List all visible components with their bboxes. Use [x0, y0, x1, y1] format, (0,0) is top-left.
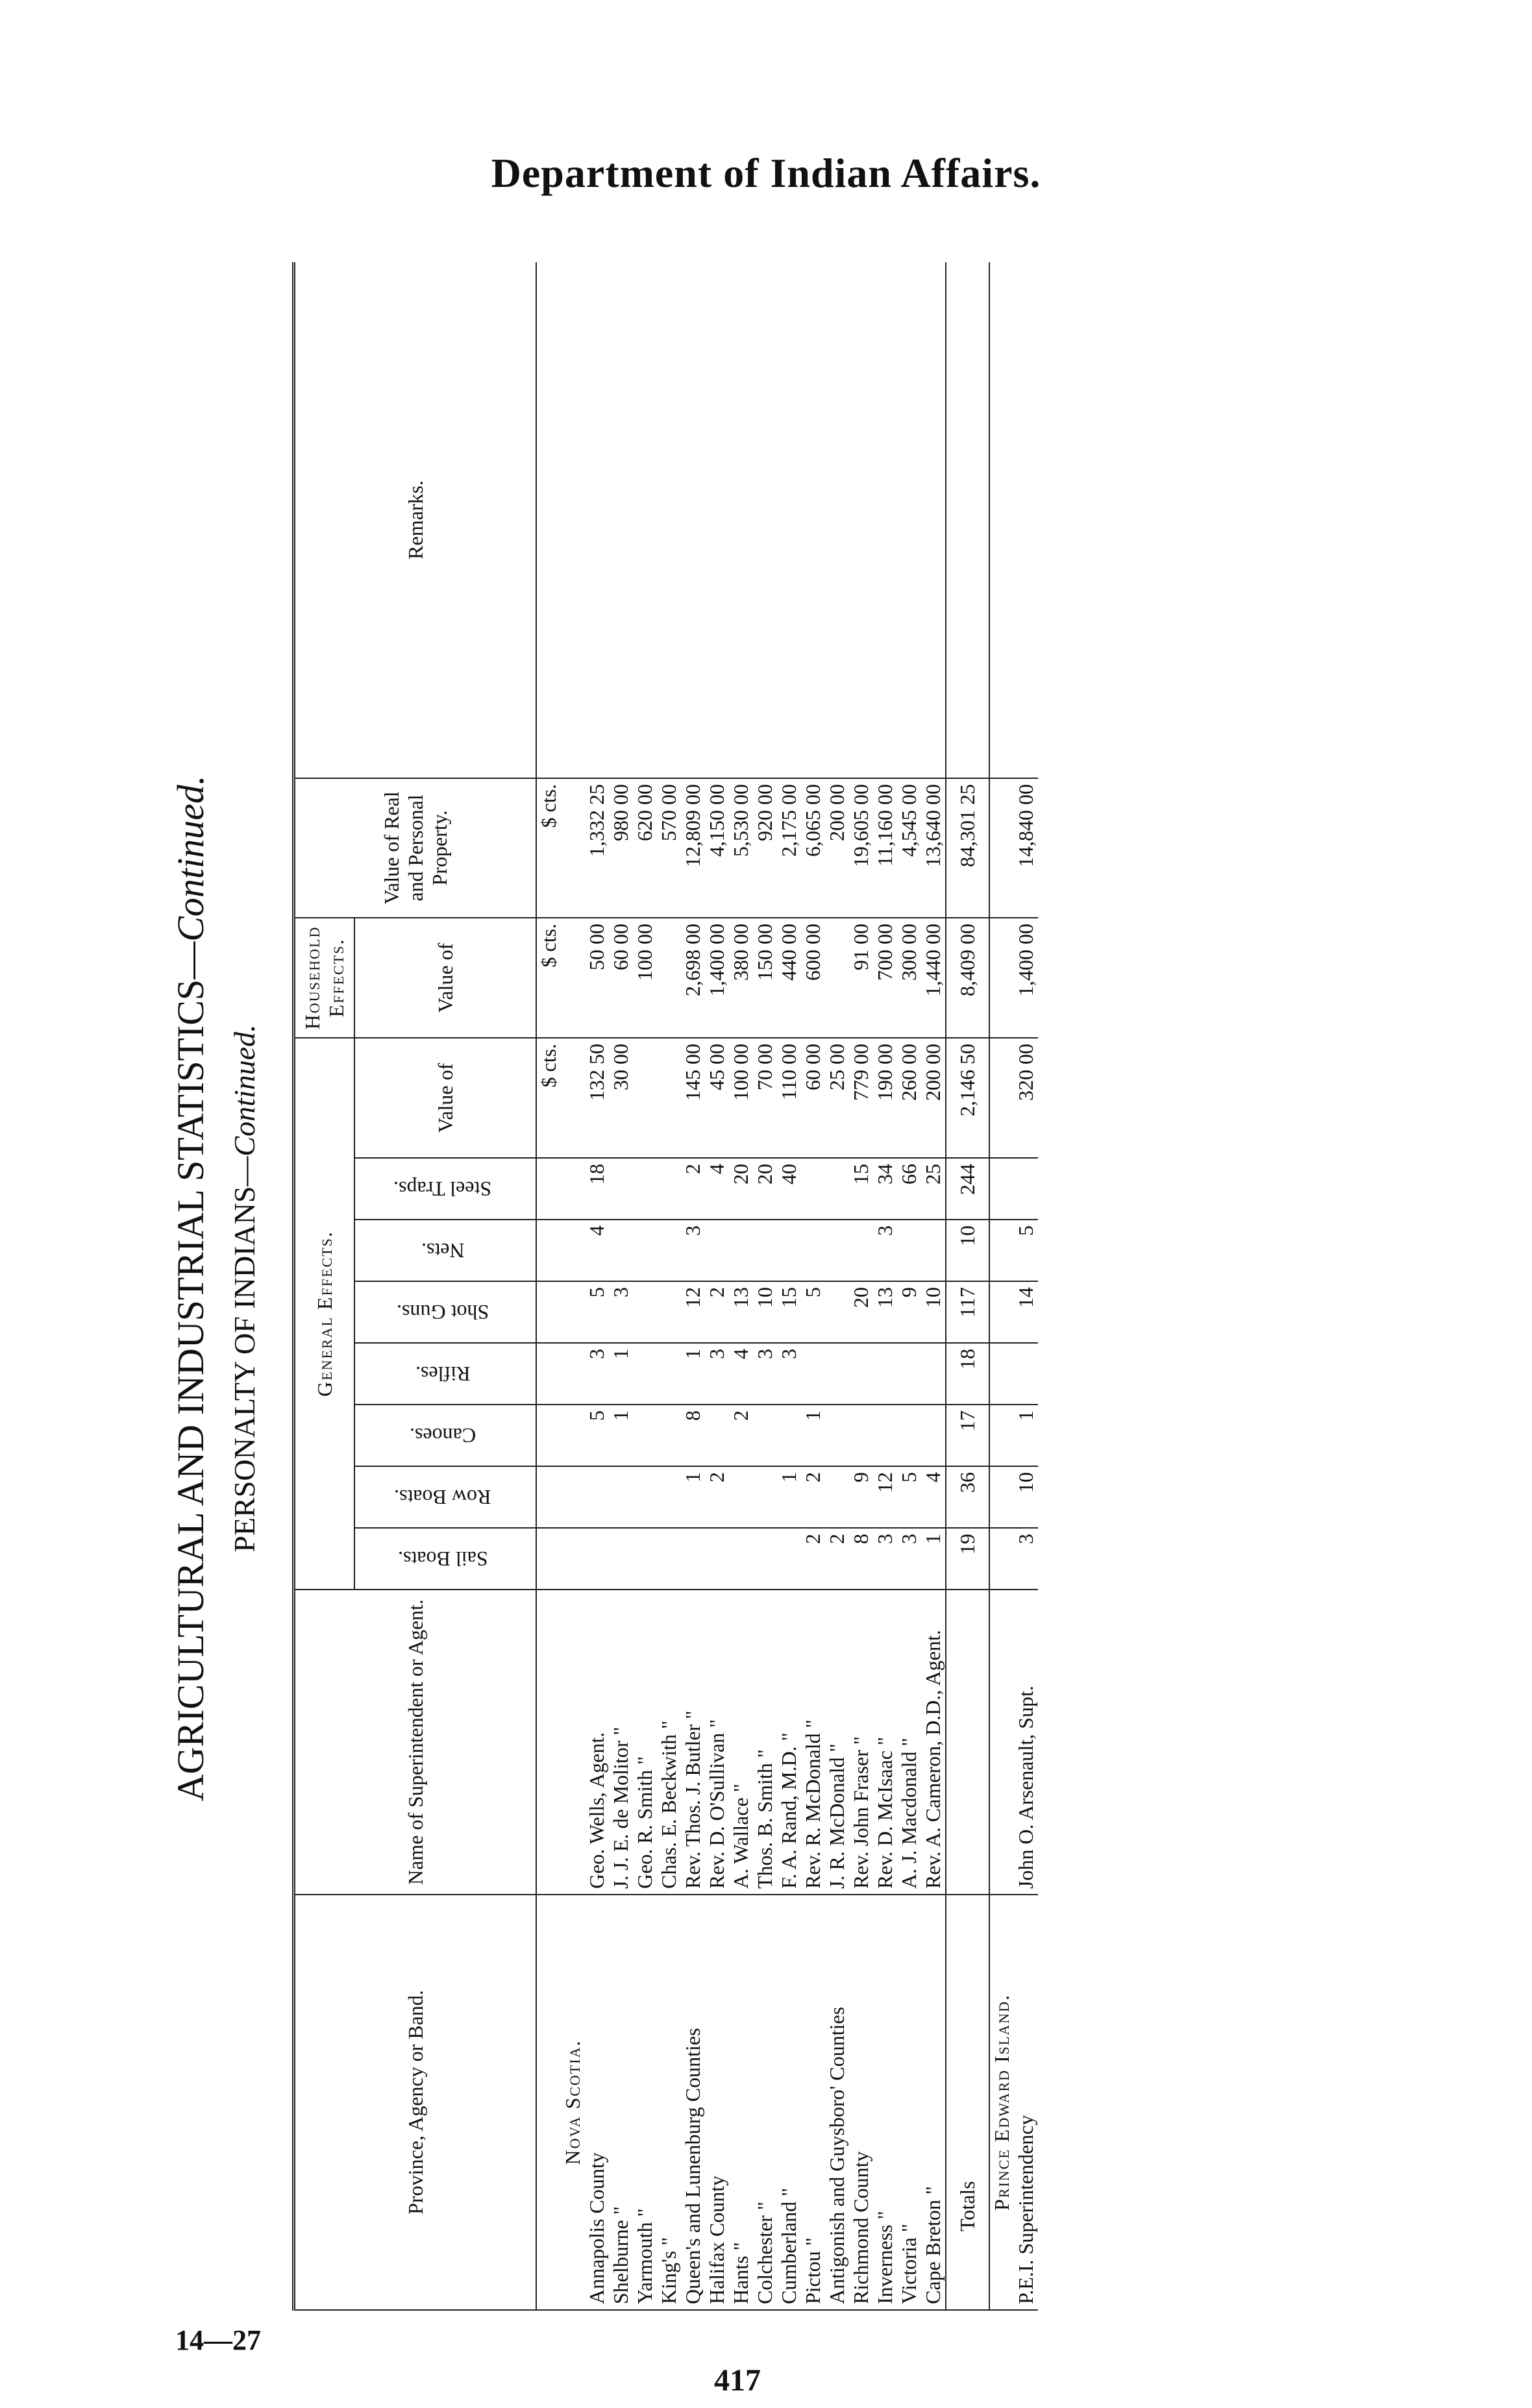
cell-nets	[633, 1220, 657, 1281]
cell-rifles	[801, 1343, 825, 1405]
cell-nets	[801, 1220, 825, 1281]
col-province: Province, Agency or Band.	[294, 1895, 537, 2310]
cell-hh_value: 91 00	[849, 918, 873, 1038]
cell-row: 10	[1014, 1466, 1038, 1528]
cell-agent: F. A. Rand, M.D. "	[777, 1590, 801, 1895]
page-title: Department of Indian Affairs.	[491, 150, 1041, 196]
cell-gen_value: 200 00	[921, 1038, 946, 1158]
cell-shot	[657, 1281, 681, 1343]
cell-total: 12,809 00	[681, 778, 705, 918]
col-agent: Name of Superintendent or Agent.	[294, 1590, 537, 1895]
cell-hh_value: 150 00	[753, 918, 777, 1038]
units-total: $ cts.	[536, 778, 561, 918]
col-total-value: Value of Real and Personal Property.	[294, 778, 537, 918]
cell-gen_value: 25 00	[825, 1038, 849, 1158]
cell-hh_value: 1,400 00	[705, 918, 729, 1038]
cell-traps	[825, 1158, 849, 1220]
cell-nets	[657, 1220, 681, 1281]
cell-nets	[777, 1220, 801, 1281]
table-row	[1014, 262, 1038, 2310]
cell-hh_value: 2,698 00	[681, 918, 705, 1038]
cell-canoes: 5	[585, 1405, 609, 1466]
table-row	[753, 262, 777, 2310]
cell-hh_value: 600 00	[801, 918, 825, 1038]
table-row	[873, 262, 897, 2310]
cell-agent: Rev. John Fraser "	[849, 1590, 873, 1895]
cell-shot: 10	[921, 1281, 946, 1343]
units-household: $ cts.	[536, 918, 561, 1038]
cell-agent: A. Wallace "	[729, 1590, 753, 1895]
col-row-boats: Row Boats.	[354, 1466, 536, 1528]
cell-sail: 2	[825, 1528, 849, 1590]
total-traps: 244	[946, 1158, 989, 1220]
cell-agent: John O. Arsenault, Supt.	[1014, 1590, 1038, 1895]
cell-hh_value	[657, 918, 681, 1038]
cell-row: 5	[897, 1466, 921, 1528]
col-general-effects: General Effects.	[294, 1038, 355, 1590]
cell-gen_value: 190 00	[873, 1038, 897, 1158]
col-rifles: Rifles.	[354, 1343, 536, 1405]
table-title: AGRICULTURAL AND INDUSTRIAL STATISTICS—Continued.	[169, 775, 212, 1802]
cell-province: Hants "	[729, 1895, 753, 2310]
cell-sail: 3	[897, 1528, 921, 1590]
cell-shot	[633, 1281, 657, 1343]
cell-total: 620 00	[633, 778, 657, 918]
cell-traps: 34	[873, 1158, 897, 1220]
cell-traps	[609, 1158, 633, 1220]
cell-province: Inverness "	[873, 1895, 897, 2310]
cell-sail: 3	[873, 1528, 897, 1590]
page-number: 417	[714, 2363, 761, 2398]
cell-sail	[585, 1528, 609, 1590]
cell-row: 9	[849, 1466, 873, 1528]
cell-row: 2	[801, 1466, 825, 1528]
cell-total: 6,065 00	[801, 778, 825, 918]
signature-mark: 14—27	[175, 2324, 261, 2356]
col-general-value: Value of	[354, 1038, 536, 1158]
cell-rifles	[873, 1343, 897, 1405]
cell-shot: 9	[897, 1281, 921, 1343]
cell-canoes	[825, 1405, 849, 1466]
cell-sail: 2	[801, 1528, 825, 1590]
cell-traps: 25	[921, 1158, 946, 1220]
cell-shot: 5	[585, 1281, 609, 1343]
table-row	[897, 262, 921, 2310]
table-row	[729, 262, 753, 2310]
cell-rifles	[825, 1343, 849, 1405]
cell-hh_value: 300 00	[897, 918, 921, 1038]
cell-nets: 5	[1014, 1220, 1038, 1281]
cell-province: Queen's and Lunenburg Counties	[681, 1895, 705, 2310]
cell-nets	[921, 1220, 946, 1281]
cell-traps	[1014, 1158, 1038, 1220]
cell-province: P.E.I. Superintendency	[1014, 1895, 1038, 2310]
total-nets: 10	[946, 1220, 989, 1281]
cell-shot: 13	[873, 1281, 897, 1343]
table-row	[705, 262, 729, 2310]
cell-canoes	[921, 1405, 946, 1466]
cell-province: Yarmouth "	[633, 1895, 657, 2310]
total-gen_value: 2,146 50	[946, 1038, 989, 1158]
cell-total: 4,150 00	[705, 778, 729, 918]
cell-traps: 15	[849, 1158, 873, 1220]
cell-total: 920 00	[753, 778, 777, 918]
cell-canoes	[777, 1405, 801, 1466]
cell-sail	[729, 1528, 753, 1590]
total-canoes: 17	[946, 1405, 989, 1466]
cell-traps: 20	[729, 1158, 753, 1220]
cell-province: Halifax County	[705, 1895, 729, 2310]
col-household-value: Value of	[354, 918, 536, 1038]
table-row	[801, 262, 825, 2310]
cell-gen_value	[657, 1038, 681, 1158]
totals-row	[946, 262, 989, 2310]
cell-agent: Thos. B. Smith "	[753, 1590, 777, 1895]
cell-canoes: 1	[801, 1405, 825, 1466]
cell-row	[825, 1466, 849, 1528]
cell-row	[753, 1466, 777, 1528]
cell-total: 19,605 00	[849, 778, 873, 918]
cell-shot: 3	[609, 1281, 633, 1343]
cell-hh_value: 50 00	[585, 918, 609, 1038]
cell-sail	[657, 1528, 681, 1590]
table-row	[609, 262, 633, 2310]
cell-row: 12	[873, 1466, 897, 1528]
section-header	[561, 262, 585, 2310]
cell-rifles: 1	[681, 1343, 705, 1405]
cell-agent: Chas. E. Beckwith "	[657, 1590, 681, 1895]
cell-sail: 1	[921, 1528, 946, 1590]
cell-nets: 3	[873, 1220, 897, 1281]
cell-shot: 10	[753, 1281, 777, 1343]
table-subtitle: PERSONALTY OF INDIANS—Continued.	[228, 1024, 261, 1553]
cell-gen_value: 145 00	[681, 1038, 705, 1158]
col-household-effects: Household Effects.	[294, 918, 355, 1038]
cell-rifles	[657, 1343, 681, 1405]
cell-nets	[897, 1220, 921, 1281]
col-remarks: Remarks.	[294, 262, 537, 778]
cell-sail	[753, 1528, 777, 1590]
cell-gen_value	[633, 1038, 657, 1158]
cell-nets	[825, 1220, 849, 1281]
section-header	[989, 262, 1014, 2310]
table-row	[657, 262, 681, 2310]
cell-province: Annapolis County	[585, 1895, 609, 2310]
cell-shot: 2	[705, 1281, 729, 1343]
cell-traps: 40	[777, 1158, 801, 1220]
cell-agent: Rev. R. McDonald "	[801, 1590, 825, 1895]
cell-sail: 8	[849, 1528, 873, 1590]
cell-total: 4,545 00	[897, 778, 921, 918]
cell-province: Cape Breton "	[921, 1895, 946, 2310]
cell-gen_value: 110 00	[777, 1038, 801, 1158]
cell-gen_value: 60 00	[801, 1038, 825, 1158]
cell-rifles: 3	[585, 1343, 609, 1405]
cell-gen_value: 70 00	[753, 1038, 777, 1158]
cell-hh_value: 100 00	[633, 918, 657, 1038]
cell-hh_value	[825, 918, 849, 1038]
cell-row	[657, 1466, 681, 1528]
cell-row	[729, 1466, 753, 1528]
table-row	[825, 262, 849, 2310]
cell-sail: 3	[1014, 1528, 1038, 1590]
table-row	[921, 262, 946, 2310]
cell-total: 13,640 00	[921, 778, 946, 918]
cell-gen_value: 132 50	[585, 1038, 609, 1158]
cell-nets: 4	[585, 1220, 609, 1281]
cell-sail	[609, 1528, 633, 1590]
cell-total: 1,332 25	[585, 778, 609, 918]
cell-rifles: 3	[777, 1343, 801, 1405]
cell-canoes	[753, 1405, 777, 1466]
cell-hh_value: 380 00	[729, 918, 753, 1038]
cell-row	[633, 1466, 657, 1528]
cell-agent: Rev. A. Cameron, D.D., Agent.	[921, 1590, 946, 1895]
cell-shot	[825, 1281, 849, 1343]
cell-total: 570 00	[657, 778, 681, 918]
cell-agent: Rev. D. McIsaac "	[873, 1590, 897, 1895]
cell-canoes	[873, 1405, 897, 1466]
cell-nets	[609, 1220, 633, 1281]
total-row: 36	[946, 1466, 989, 1528]
units-general: $ cts.	[536, 1038, 561, 1158]
cell-row: 4	[921, 1466, 946, 1528]
cell-canoes	[705, 1405, 729, 1466]
cell-rifles: 3	[753, 1343, 777, 1405]
cell-shot: 13	[729, 1281, 753, 1343]
cell-hh_value: 1,440 00	[921, 918, 946, 1038]
cell-agent: Geo. R. Smith "	[633, 1590, 657, 1895]
cell-nets: 3	[681, 1220, 705, 1281]
cell-rifles: 3	[705, 1343, 729, 1405]
col-nets: Nets.	[354, 1220, 536, 1281]
section-name: Nova Scotia.	[561, 1895, 585, 2310]
total-rifles: 18	[946, 1343, 989, 1405]
cell-hh_value: 1,400 00	[1014, 918, 1038, 1038]
cell-province: Pictou "	[801, 1895, 825, 2310]
personalty-table	[292, 262, 1038, 2311]
cell-canoes: 1	[609, 1405, 633, 1466]
table-row	[585, 262, 609, 2310]
cell-rifles	[633, 1343, 657, 1405]
cell-traps	[657, 1158, 681, 1220]
cell-traps	[801, 1158, 825, 1220]
table-row	[681, 262, 705, 2310]
cell-sail	[633, 1528, 657, 1590]
cell-rifles: 4	[729, 1343, 753, 1405]
cell-gen_value: 779 00	[849, 1038, 873, 1158]
cell-total: 14,840 00	[1014, 778, 1038, 918]
cell-gen_value: 100 00	[729, 1038, 753, 1158]
cell-traps: 20	[753, 1158, 777, 1220]
cell-canoes	[657, 1405, 681, 1466]
cell-traps: 4	[705, 1158, 729, 1220]
col-steel-traps: Steel Traps.	[354, 1158, 536, 1220]
col-sail-boats: Sail Boats.	[354, 1528, 536, 1590]
cell-rifles	[849, 1343, 873, 1405]
cell-agent: J. J. E. de Molitor "	[609, 1590, 633, 1895]
cell-total: 980 00	[609, 778, 633, 918]
cell-row: 2	[705, 1466, 729, 1528]
rotated-table-block	[162, 266, 1428, 2311]
col-shot-guns: Shot Guns.	[354, 1281, 536, 1343]
cell-province: King's "	[657, 1895, 681, 2310]
cell-agent: Rev. Thos. J. Butler "	[681, 1590, 705, 1895]
cell-province: Colchester "	[753, 1895, 777, 2310]
cell-sail	[705, 1528, 729, 1590]
cell-canoes: 2	[729, 1405, 753, 1466]
cell-total: 2,175 00	[777, 778, 801, 918]
table-row	[849, 262, 873, 2310]
cell-nets	[705, 1220, 729, 1281]
table-body	[561, 262, 1038, 2310]
total-sail: 19	[946, 1528, 989, 1590]
cell-sail	[777, 1528, 801, 1590]
cell-nets	[849, 1220, 873, 1281]
cell-row	[609, 1466, 633, 1528]
cell-shot: 12	[681, 1281, 705, 1343]
cell-shot: 14	[1014, 1281, 1038, 1343]
cell-province: Shelburne "	[609, 1895, 633, 2310]
cell-total: 200 00	[825, 778, 849, 918]
cell-rifles	[921, 1343, 946, 1405]
cell-traps: 66	[897, 1158, 921, 1220]
cell-agent: Rev. D. O'Sullivan "	[705, 1590, 729, 1895]
cell-hh_value: 60 00	[609, 918, 633, 1038]
cell-gen_value: 45 00	[705, 1038, 729, 1158]
cell-nets	[753, 1220, 777, 1281]
cell-traps	[633, 1158, 657, 1220]
cell-traps: 18	[585, 1158, 609, 1220]
cell-agent: Geo. Wells, Agent.	[585, 1590, 609, 1895]
cell-province: Victoria "	[897, 1895, 921, 2310]
cell-nets	[729, 1220, 753, 1281]
cell-row	[585, 1466, 609, 1528]
cell-province: Antigonish and Guysboro' Counties	[825, 1895, 849, 2310]
total-agent	[946, 1590, 989, 1895]
cell-canoes: 1	[1014, 1405, 1038, 1466]
cell-total: 5,530 00	[729, 778, 753, 918]
total-total: 84,301 25	[946, 778, 989, 918]
cell-rifles	[897, 1343, 921, 1405]
cell-row: 1	[681, 1466, 705, 1528]
cell-province: Richmond County	[849, 1895, 873, 2310]
table-row	[633, 262, 657, 2310]
cell-gen_value: 260 00	[897, 1038, 921, 1158]
cell-row: 1	[777, 1466, 801, 1528]
cell-rifles: 1	[609, 1343, 633, 1405]
cell-shot: 20	[849, 1281, 873, 1343]
cell-gen_value: 320 00	[1014, 1038, 1038, 1158]
cell-shot: 5	[801, 1281, 825, 1343]
col-canoes: Canoes.	[354, 1405, 536, 1466]
cell-hh_value: 700 00	[873, 918, 897, 1038]
cell-province: Cumberland "	[777, 1895, 801, 2310]
table-row	[777, 262, 801, 2310]
cell-sail	[681, 1528, 705, 1590]
cell-total: 11,160 00	[873, 778, 897, 918]
cell-gen_value: 30 00	[609, 1038, 633, 1158]
total-province: Totals	[946, 1895, 989, 2310]
total-shot: 117	[946, 1281, 989, 1343]
cell-rifles	[1014, 1343, 1038, 1405]
total-hh_value: 8,409 00	[946, 918, 989, 1038]
cell-canoes	[633, 1405, 657, 1466]
cell-agent: A. J. Macdonald "	[897, 1590, 921, 1895]
cell-hh_value: 440 00	[777, 918, 801, 1038]
cell-traps: 2	[681, 1158, 705, 1220]
cell-canoes: 8	[681, 1405, 705, 1466]
cell-canoes	[849, 1405, 873, 1466]
section-name: Prince Edward Island.	[989, 1895, 1014, 2310]
cell-canoes	[897, 1405, 921, 1466]
cell-shot: 15	[777, 1281, 801, 1343]
cell-agent: J. R. McDonald "	[825, 1590, 849, 1895]
